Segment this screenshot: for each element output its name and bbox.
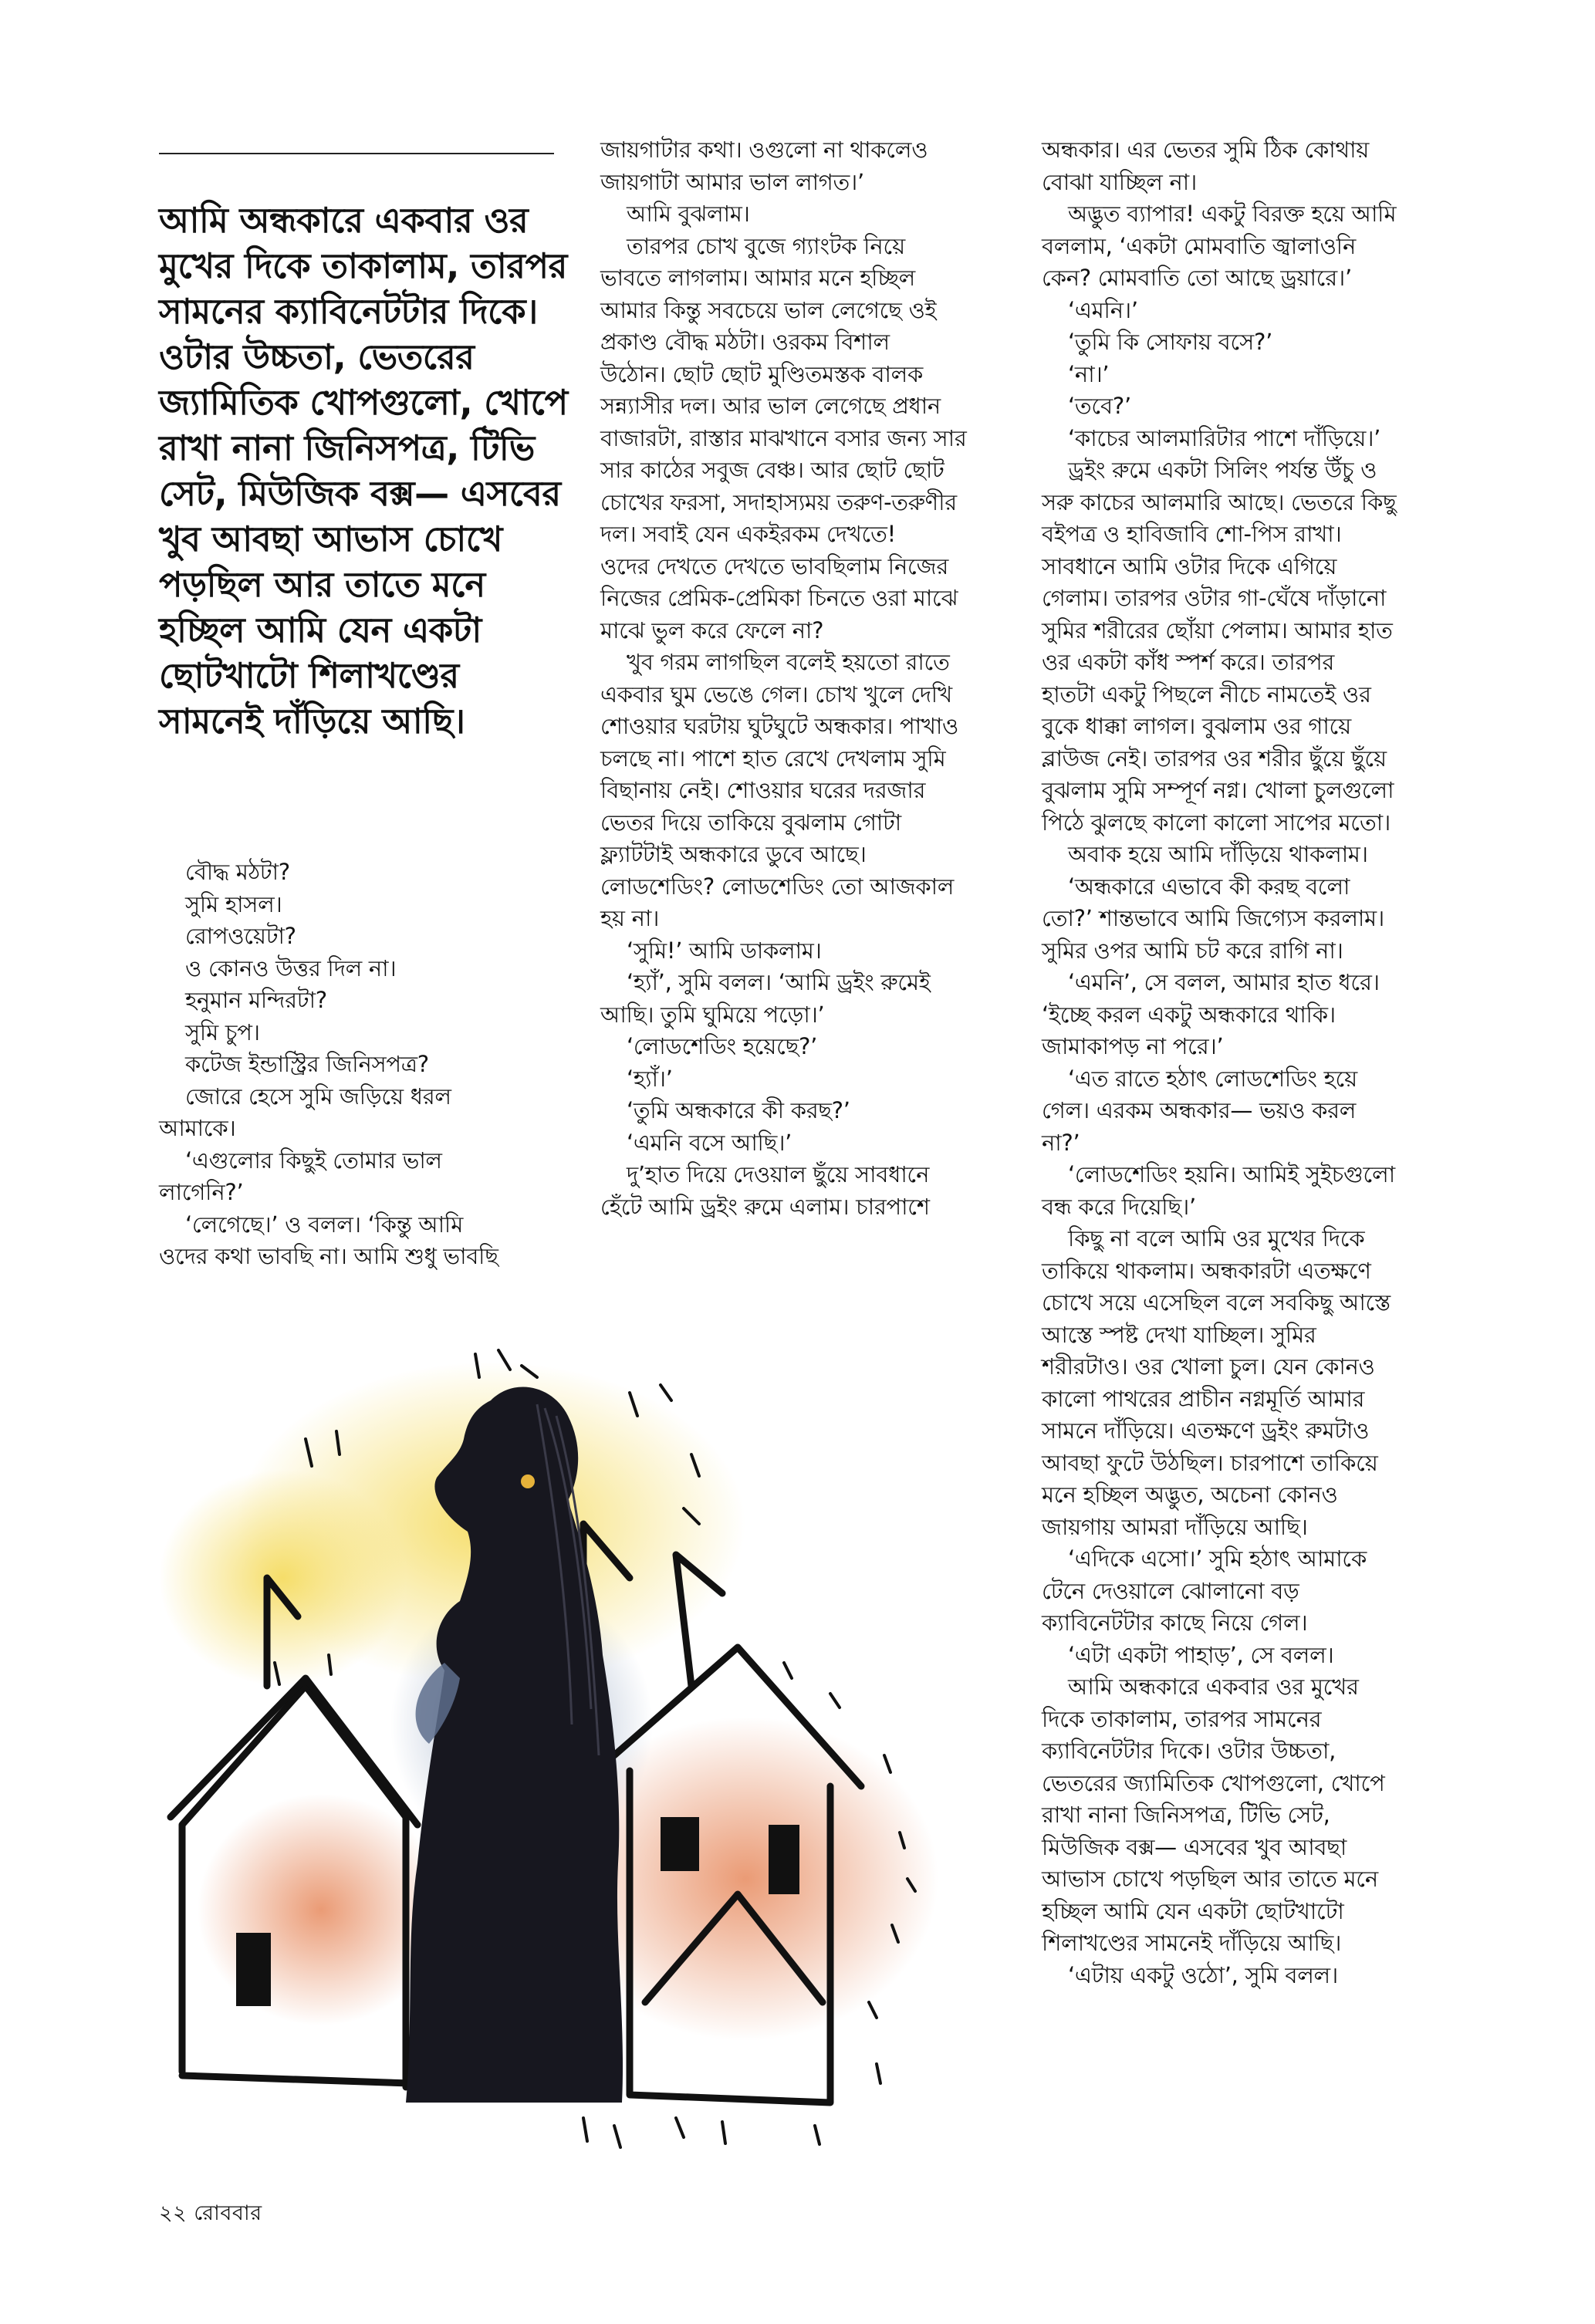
text-line: ভেতর দিয়ে তাকিয়ে বুঝলাম গোটা bbox=[600, 809, 901, 836]
text-line: শিলাখণ্ডের সামনেই দাঁড়িয়ে আছি। bbox=[1042, 1930, 1342, 1956]
text-line: ভেতরের জ্যামিতিক খোপগুলো, খোপে bbox=[1042, 1769, 1385, 1796]
text-line: ‘অন্ধকারে এভাবে কী করছ বলো bbox=[1068, 873, 1350, 900]
text-line: পিঠে ঝুলছে কালো কালো সাপের মতো। bbox=[1042, 809, 1391, 836]
text-line: আমি অন্ধকারে একবার ওর মুখের bbox=[1068, 1674, 1359, 1700]
text-line: আমাকে। bbox=[159, 1115, 236, 1141]
text-line: আছি। তুমি ঘুমিয়ে পড়ো।’ bbox=[600, 1001, 825, 1028]
text-line: লাগেনি?’ bbox=[159, 1179, 244, 1205]
text-line: আভাস চোখে পড়ছিল আর তাতে মনে bbox=[1042, 1866, 1378, 1892]
text-line: চোখের ফরসা, সদাহাস্যময় তরুণ-তরুণীর bbox=[600, 488, 957, 515]
text-line: বিছানায় নেই। শোওয়ার ঘরের দরজার bbox=[600, 777, 926, 803]
text-line: বুঝলাম সুমি সম্পূর্ণ নগ্ন। খোলা চুলগুলো bbox=[1042, 777, 1394, 803]
text-line: আবছা ফুটে উঠছিল। চারপাশে তাকিয়ে bbox=[1042, 1449, 1378, 1476]
column-3 bbox=[1042, 134, 1474, 1991]
text-line: টেনে দেওয়ালে ঝোলানো বড় bbox=[1042, 1577, 1299, 1604]
text-line: তাকিয়ে থাকলাম। অন্ধকারটা এতক্ষণে bbox=[1042, 1257, 1371, 1284]
text-line: সুমির ওপর আমি চট করে রাগি না। bbox=[1042, 937, 1343, 964]
text-line: শোওয়ার ঘরটায় ঘুটঘুটে অন্ধকার। পাখাও bbox=[600, 713, 959, 739]
text-line: ‘এত রাতে হঠাৎ লোডশেডিং হয়ে bbox=[1068, 1065, 1357, 1092]
text-line: দল। সবাই যেন একইরকম দেখতে! bbox=[600, 521, 896, 547]
text-line: গেল। এরকম অন্ধকার— ভয়ও করল bbox=[1042, 1097, 1357, 1123]
right-house-window-2 bbox=[769, 1825, 799, 1894]
text-line: ওদের কথা ভাবছি না। আমি শুধু ভাবছি bbox=[159, 1243, 498, 1269]
text-line: ‘এটায় একটু ওঠো’, সুমি বলল। bbox=[1068, 1961, 1338, 1988]
text-line: ড্রইং রুমে একটা সিলিং পর্যন্ত উঁচু ও bbox=[1068, 457, 1377, 483]
text-line: ‘সুমি!’ আমি ডাকলাম। bbox=[627, 937, 822, 964]
text-line: ও কোনও উত্তর দিল না। bbox=[185, 954, 397, 981]
text-line: ‘লেগেছে।’ ও বলল। ‘কিন্তু আমি bbox=[185, 1211, 464, 1238]
yellow-wash-left bbox=[159, 1470, 406, 1686]
text-line: হেঁটে আমি ড্রইং রুমে এলাম। চারপাশে bbox=[600, 1193, 930, 1220]
right-house-window-1 bbox=[661, 1817, 699, 1871]
text-line: দিকে তাকালাম, তারপর সামনের bbox=[1042, 1705, 1322, 1732]
text-line: আমার কিন্তু সবচেয়ে ভাল লেগেছে ওই bbox=[600, 296, 937, 323]
text-line: ক্যাবিনেটটার কাছে নিয়ে গেল। bbox=[1042, 1610, 1308, 1636]
column-2 bbox=[600, 134, 1032, 1223]
text-line: সার কাঠের সবুজ বেঞ্চ। আর ছোট ছোট bbox=[600, 457, 944, 483]
text-line: হনুমান মন্দিরটা? bbox=[185, 987, 327, 1013]
text-line: বন্ধ করে দিয়েছি।’ bbox=[1042, 1193, 1196, 1220]
text-line: সাবধানে আমি ওটার দিকে এগিয়ে bbox=[1042, 552, 1337, 579]
text-line: জোরে হেসে সুমি জড়িয়ে ধরল bbox=[185, 1083, 451, 1110]
text-line: হাতটা একটু পিছলে নীচে নামতেই ওর bbox=[1042, 681, 1371, 708]
pull-quote-text: আমি অন্ধকারে একবার ওর মুখের দিকে তাকালাম, তারপর সামনের ক্যাবিনেটটার দিকে। ওটার উচ্চতা, ভেতরের জ্যামিতিক খোপগুলো, খোপে রাখা নানা জিনিসপত্র, টিভি সেট, মিউজিক বক্স— এসবের খুব আবছা আভাস চোখে পড়ছিল আর তাতে মনে হচ্ছিল আমি যেন একটা ছোটখাটো শিলাখণ্ডের সামনেই দাঁড়িয়ে আছি। bbox=[159, 200, 568, 741]
text-line: হচ্ছিল আমি যেন একটা ছোটখাটো bbox=[1042, 1897, 1344, 1924]
text-line: অন্ধকার। এর ভেতর সুমি ঠিক কোথায় bbox=[1042, 137, 1370, 163]
pull-quote bbox=[159, 198, 572, 744]
text-line: ওদের দেখতে দেখতে ভাবছিলাম নিজের bbox=[600, 552, 948, 579]
text-line: ‘তুমি অন্ধকারে কী করছ?’ bbox=[627, 1097, 850, 1123]
text-line: মিউজিক বক্স— এসবের খুব আবছা bbox=[1042, 1833, 1347, 1860]
text-line: সুমির শরীরের ছোঁয়া পেলাম। আমার হাত bbox=[1042, 616, 1393, 643]
text-line: জায়গাটার কথা। ওগুলো না থাকলেও bbox=[600, 137, 928, 163]
earring bbox=[521, 1474, 535, 1488]
text-line: ‘এগুলোর কিছুই তোমার ভাল bbox=[185, 1147, 442, 1174]
text-line: কিছু না বলে আমি ওর মুখের দিকে bbox=[1068, 1225, 1365, 1252]
text-line: ‘এমনি বসে আছি।’ bbox=[627, 1129, 792, 1156]
text-line: অদ্ভুত ব্যাপার! একটু বিরক্ত হয়ে আমি bbox=[1068, 201, 1397, 227]
text-line: একবার ঘুম ভেঙে গেল। চোখ খুলে দেখি bbox=[600, 681, 952, 708]
text-line: মাঝে ভুল করে ফেলে না? bbox=[600, 616, 824, 643]
text-line: আস্তে স্পষ্ট দেখা যাচ্ছিল। সুমির bbox=[1042, 1321, 1316, 1348]
text-line: তারপর চোখ বুজে গ্যাংটক নিয়ে bbox=[627, 232, 905, 259]
text-line: সুমি চুপ। bbox=[185, 1018, 260, 1045]
text-line: সন্ন্যাসীর দল। আর ভাল লেগেছে প্রধান bbox=[600, 393, 941, 419]
text-line: জায়গায় আমরা দাঁড়িয়ে আছি। bbox=[1042, 1513, 1308, 1540]
text-line: ‘কাচের আলমারিটার পাশে দাঁড়িয়ে।’ bbox=[1068, 424, 1381, 451]
text-line: সুমি হাসল। bbox=[185, 890, 282, 917]
text-line: চোখে সয়ে এসেছিল বলে সবকিছু আস্তে bbox=[1042, 1289, 1391, 1316]
text-line: মনে হচ্ছিল অদ্ভুত, অচেনা কোনও bbox=[1042, 1481, 1338, 1508]
text-line: কটেজ ইন্ডাস্ট্রির জিনিসপত্র? bbox=[185, 1051, 429, 1077]
text-line: ‘এটা একটা পাহাড়’, সে বলল। bbox=[1068, 1641, 1334, 1668]
text-line: জামাকাপড় না পরে।’ bbox=[1042, 1033, 1224, 1059]
text-line: ‘ইচ্ছে করল একটু অন্ধকারে থাকি। bbox=[1042, 1001, 1336, 1028]
text-line: অবাক হয়ে আমি দাঁড়িয়ে থাকলাম। bbox=[1068, 841, 1368, 867]
text-line: নিজের প্রেমিক-প্রেমিকা চিনতে ওরা মাঝে bbox=[600, 585, 958, 611]
text-line: বৌদ্ধ মঠটা? bbox=[185, 859, 290, 885]
text-line: বললাম, ‘একটা মোমবাতি জ্বালাওনি bbox=[1042, 232, 1356, 259]
text-line: দু’হাত দিয়ে দেওয়াল ছুঁয়ে সাবধানে bbox=[627, 1161, 930, 1187]
text-line: ‘এমনি।’ bbox=[1068, 296, 1138, 323]
text-line: বোঝা যাচ্ছিল না। bbox=[1042, 168, 1197, 195]
text-line: আমি বুঝলাম। bbox=[627, 201, 750, 227]
text-line: ওর একটা কাঁধ স্পর্শ করে। তারপর bbox=[1042, 649, 1335, 675]
text-line: ‘তুমি কি সোফায় বসে?’ bbox=[1068, 329, 1272, 355]
text-line: কেন? মোমবাতি তো আছে ড্রয়ারে।’ bbox=[1042, 265, 1352, 291]
text-line: বুকে ধাক্কা লাগল। বুঝলাম ওর গায়ে bbox=[1042, 713, 1351, 739]
text-line: জায়গাটা আমার ভাল লাগত।’ bbox=[600, 168, 864, 195]
text-line: রাখা নানা জিনিসপত্র, টিভি সেট, bbox=[1042, 1802, 1330, 1828]
text-line: ‘লোডশেডিং হয়নি। আমিই সুইচগুলো bbox=[1068, 1161, 1395, 1187]
text-line: তো?’ শান্তভাবে আমি জিগ্যেস করলাম। bbox=[1042, 905, 1384, 931]
text-line: ‘এমনি’, সে বলল, আমার হাত ধরে। bbox=[1068, 969, 1380, 995]
text-line: ক্যাবিনেটটার দিকে। ওটার উচ্চতা, bbox=[1042, 1738, 1336, 1764]
text-line: হয় না। bbox=[600, 905, 660, 931]
text-line: গেলাম। তারপর ওটার গা-ঘেঁষে দাঁড়ানো bbox=[1042, 585, 1387, 611]
text-line: সরু কাচের আলমারি আছে। ভেতরে কিছু bbox=[1042, 488, 1397, 515]
text-line: সামনে দাঁড়িয়ে। এতক্ষণে ড্রইং রুমটাও bbox=[1042, 1417, 1370, 1444]
text-line: ‘লোডশেডিং হয়েছে?’ bbox=[627, 1033, 818, 1059]
text-line: লোডশেডিং? লোডশেডিং তো আজকাল bbox=[600, 873, 955, 900]
text-line: ‘হ্যাঁ’, সুমি বলল। ‘আমি ড্রইং রুমেই bbox=[627, 969, 931, 995]
text-line: রোপওয়েটা? bbox=[185, 923, 296, 949]
text-line: বইপত্র ও হাবিজাবি শো-পিস রাখা। bbox=[1042, 521, 1342, 547]
text-line: কালো পাথরের প্রাচীন নগ্নমূর্তি আমার bbox=[1042, 1385, 1365, 1412]
text-line: খুব গরম লাগছিল বলেই হয়তো রাতে bbox=[627, 649, 950, 675]
text-line: না?’ bbox=[1042, 1129, 1080, 1156]
text-line: চলছে না। পাশে হাত রেখে দেখলাম সুমি bbox=[600, 745, 946, 772]
text-line: শরীরটাও। ওর খোলা চুল। যেন কোনও bbox=[1042, 1353, 1375, 1380]
text-line: ‘না।’ bbox=[1068, 360, 1110, 387]
column-1 bbox=[159, 856, 560, 1273]
text-line: ভাবতে লাগলাম। আমার মনে হচ্ছিল bbox=[600, 265, 915, 291]
text-line: ‘হ্যাঁ।’ bbox=[627, 1065, 673, 1092]
text-line: ‘তবে?’ bbox=[1068, 393, 1131, 419]
page-folio: ২২ রোববার bbox=[159, 2201, 262, 2225]
text-line: প্রকাণ্ড বৌদ্ধ মঠটা। ওরকম বিশাল bbox=[600, 329, 890, 355]
text-line: উঠোন। ছোট ছোট মুণ্ডিতমস্তক বালক bbox=[600, 360, 923, 387]
text-line: বাজারটা, রাস্তার মাঝখানে বসার জন্য সার bbox=[600, 424, 967, 451]
illustration-woman-and-houses bbox=[151, 1323, 992, 2160]
text-line: ব্লাউজ নেই। তারপর ওর শরীর ছুঁয়ে ছুঁয়ে bbox=[1042, 745, 1387, 772]
text-line: ‘এদিকে এসো।’ সুমি হঠাৎ আমাকে bbox=[1068, 1545, 1367, 1572]
left-house-window bbox=[236, 1933, 271, 2006]
pull-quote-rule bbox=[159, 153, 554, 154]
text-line: ফ্ল্যাটটাই অন্ধকারে ডুবে আছে। bbox=[600, 841, 867, 867]
